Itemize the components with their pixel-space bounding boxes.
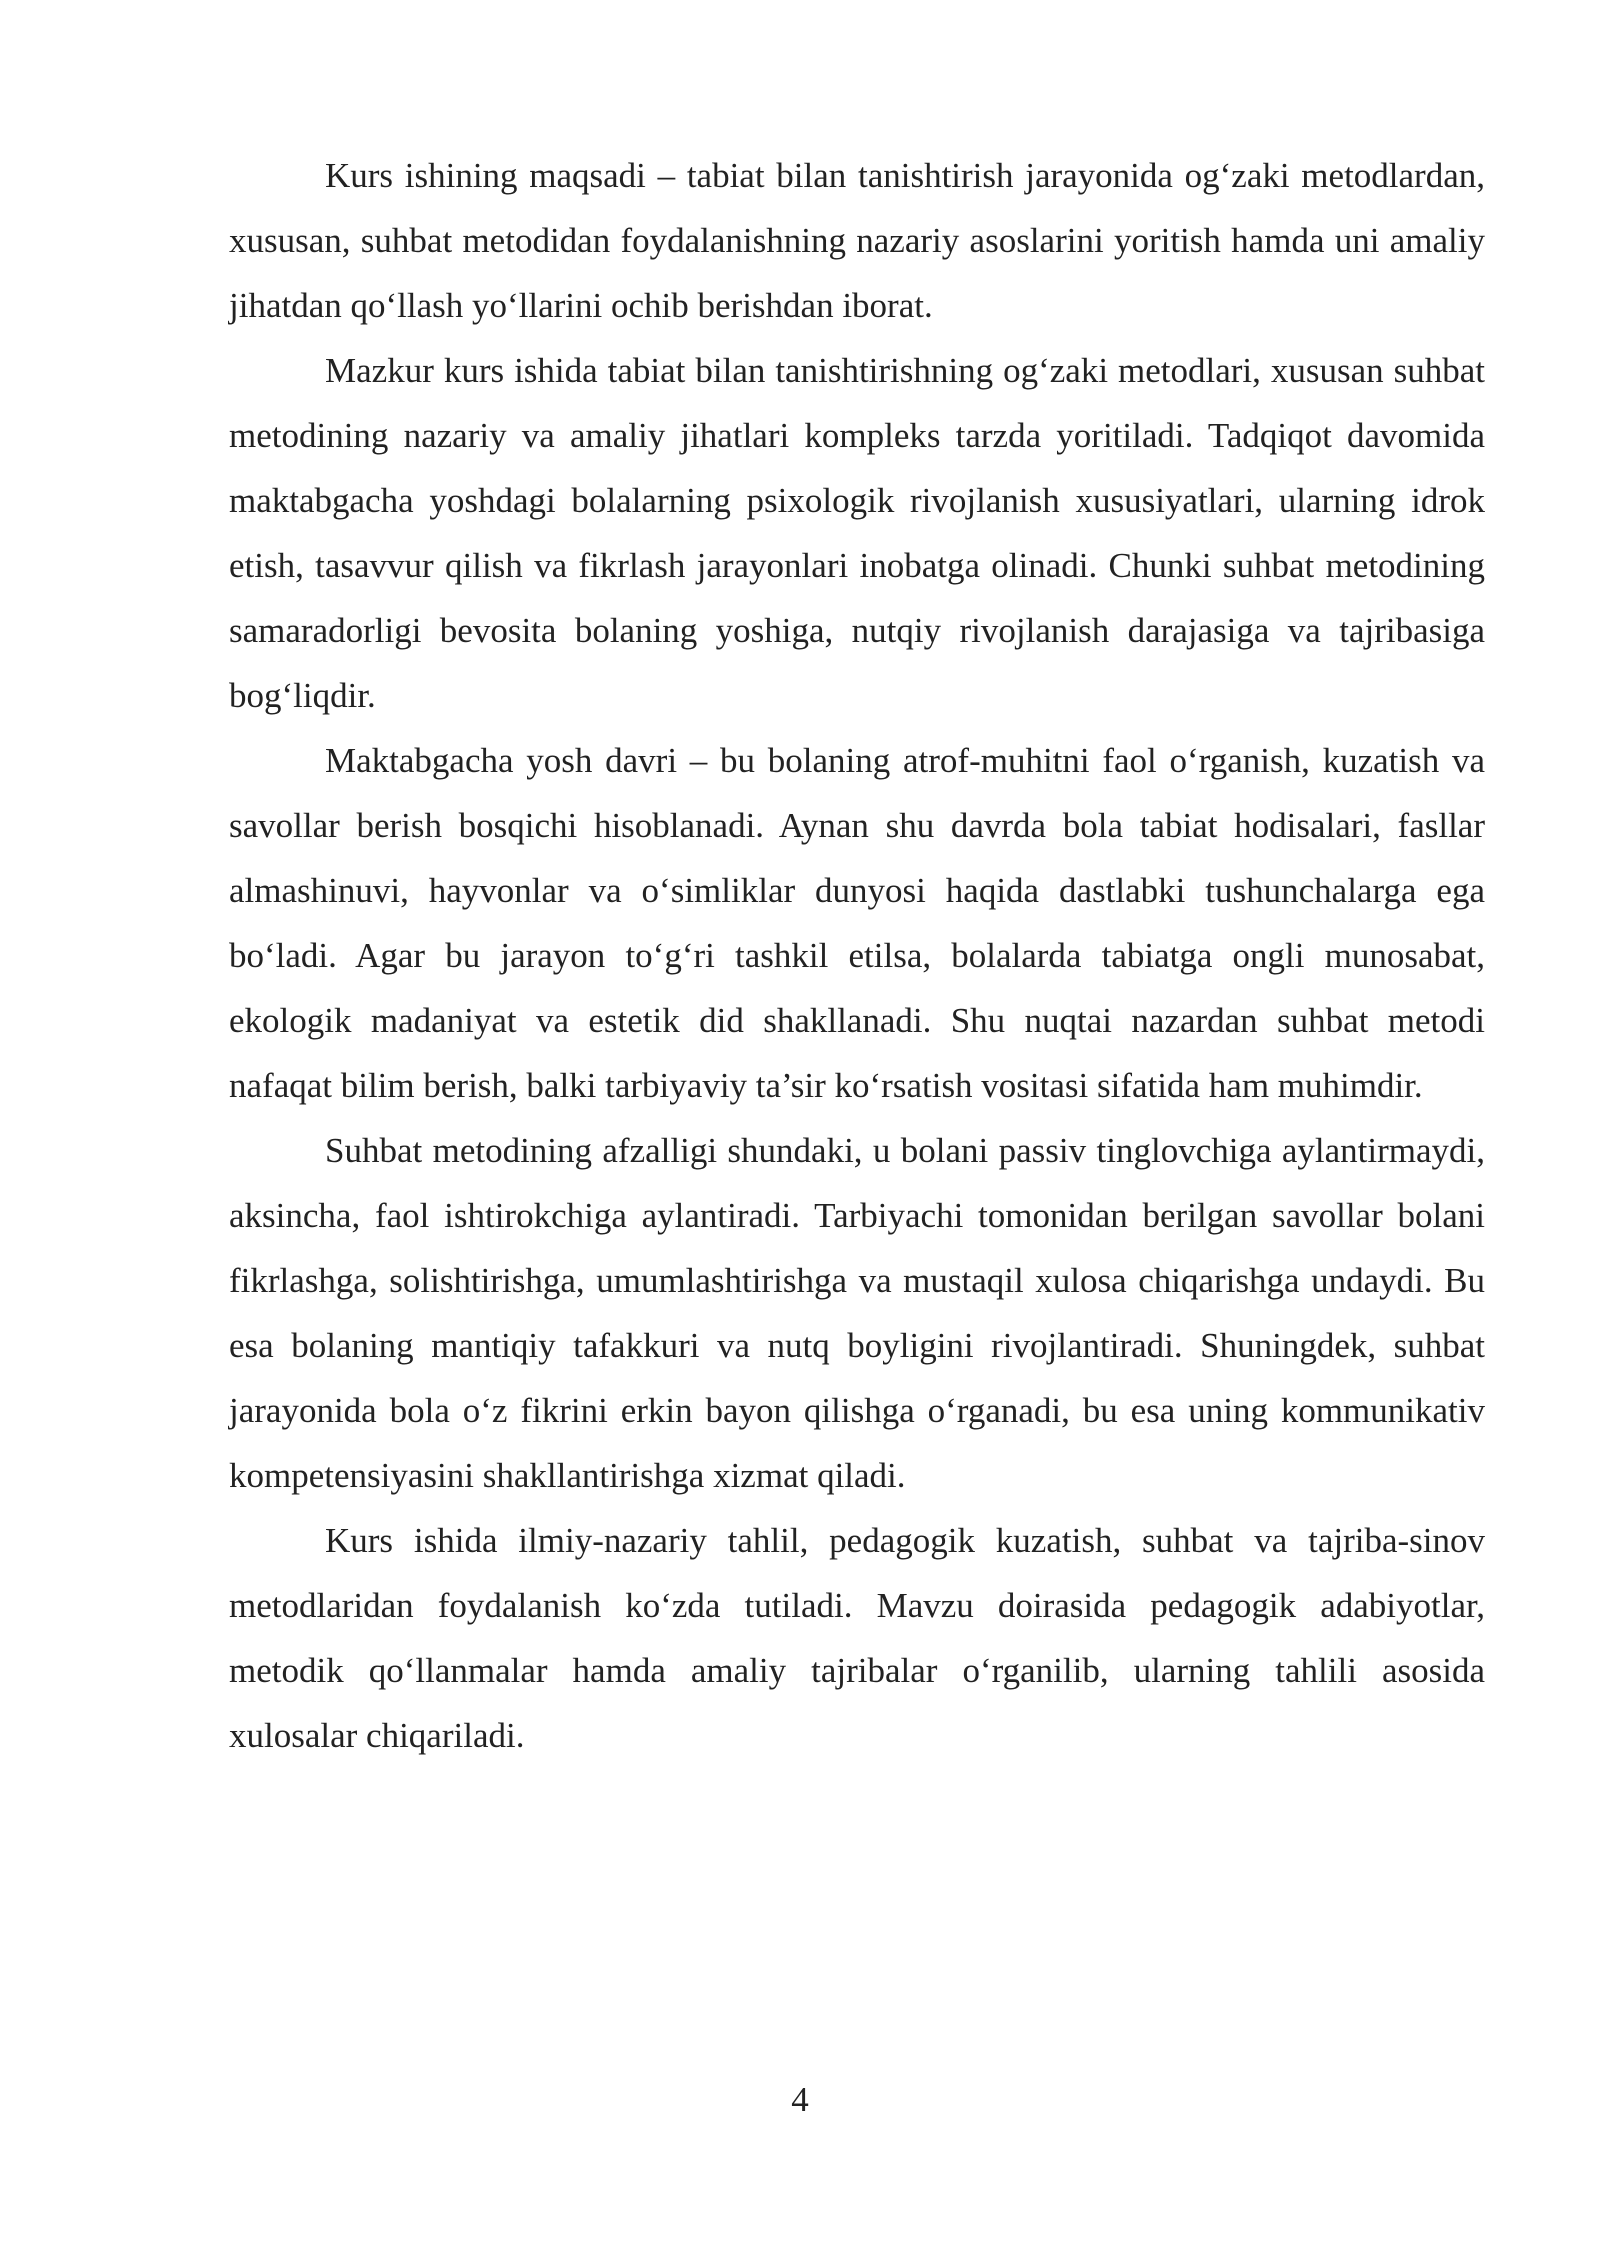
paragraph-purpose: Kurs ishining maqsadi – tabiat bilan tanishtirish jarayonida og‘zaki metodlardan, xususan, suhbat metodidan foydalanishning nazariy asoslarini yoritish hamda uni amaliy jihatdan qo‘llash yo‘llarini ochib berishdan iborat. <box>229 156 1485 325</box>
paragraph-conversation-advantages: Suhbat metodining afzalligi shundaki, u bolani passiv tinglovchiga aylantirmaydi, aksincha, faol ishtirokchiga aylantiradi. Tarbiyachi tomonidan berilgan savollar bolani fikrlashga, solishtirishga, umumlashtirishga va mustaqil xulosa chiqarishga undaydi. Bu esa bolaning mantiqiy tafakkuri va nutq boyligini rivojlantiradi. Shuningdek, suhbat jarayonida bola o‘z fikrini erkin bayon qilishga o‘rganadi, bu esa uning kommunikativ kompetensiyasini shakllantirishga xizmat qiladi. <box>229 1131 1485 1495</box>
paragraph-scope: Mazkur kurs ishida tabiat bilan tanishtirishning og‘zaki metodlari, xususan suhbat metodining nazariy va amaliy jihatlari kompleks tarzda yoritiladi. Tadqiqot davomida maktabgacha yoshdagi bolalarning psixologik rivojlanish xususiyatlari, ularning idrok etish, tasavvur qilish va fikrlash jarayonlari inobatga olinadi. Chunki suhbat metodining samaradorligi bevosita bolaning yoshiga, nutqiy rivojlanish darajasiga va tajribasiga bog‘liqdir. <box>229 351 1485 715</box>
paragraph-research-methods: Kurs ishida ilmiy-nazariy tahlil, pedagogik kuzatish, suhbat va tajriba-sinov metodlaridan foydalanish ko‘zda tutiladi. Mavzu doirasida pedagogik adabiyotlar, metodik qo‘llanmalar hamda amaliy tajribalar o‘rganilib, ularning tahlili asosida xulosalar chiqariladi. <box>229 1521 1485 1755</box>
page-number: 4 <box>791 2080 809 2119</box>
document-body <box>229 143 1485 1768</box>
paragraph-preschool-age: Maktabgacha yosh davri – bu bolaning atrof-muhitni faol o‘rganish, kuzatish va savollar berish bosqichi hisoblanadi. Aynan shu davrda bola tabiat hodisalari, fasllar almashinuvi, hayvonlar va o‘simliklar dunyosi haqida dastlabki tushunchalarga ega bo‘ladi. Agar bu jarayon to‘g‘ri tashkil etilsa, bolalarda tabiatga ongli munosabat, ekologik madaniyat va estetik did shakllanadi. Shu nuqtai nazardan suhbat metodi nafaqat bilim berish, balki tarbiyaviy ta’sir ko‘rsatish vositasi sifatida ham muhimdir. <box>229 741 1485 1105</box>
